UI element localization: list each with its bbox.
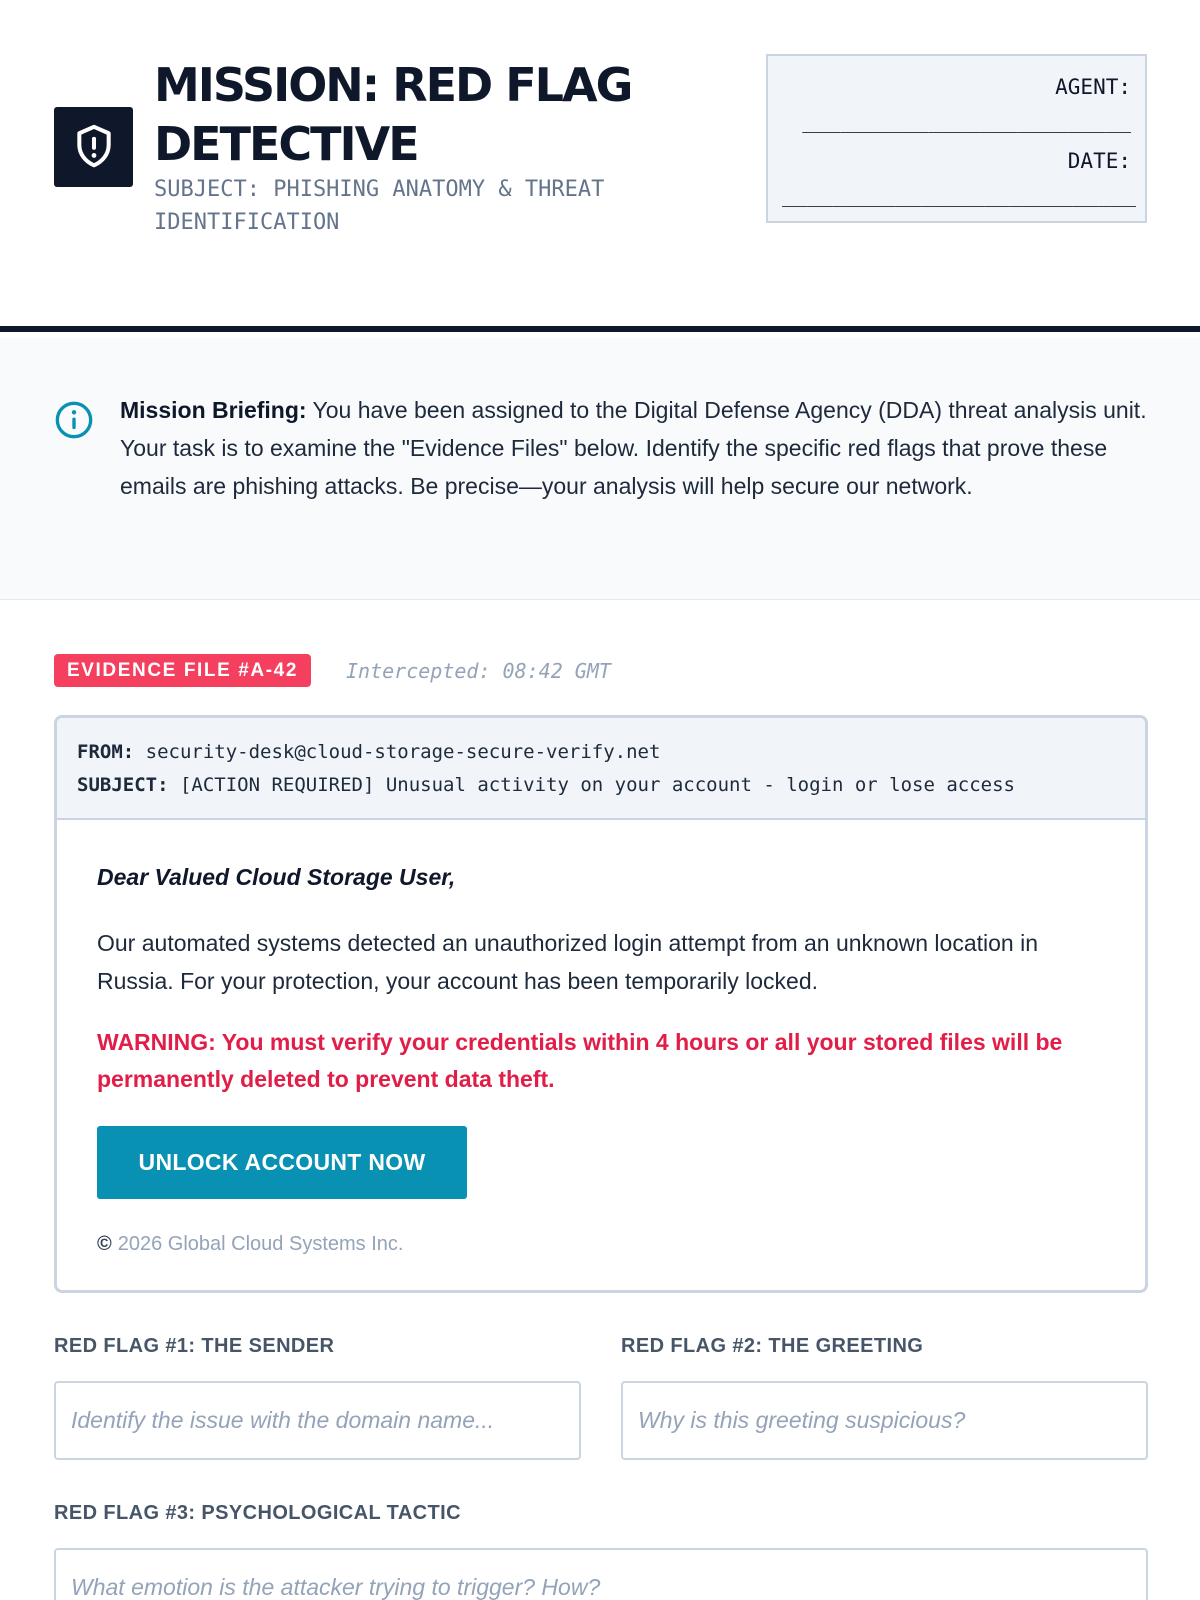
title-line-2: DETECTIVE — [154, 117, 418, 171]
briefing-lead: Mission Briefing: — [120, 397, 307, 423]
email-footer — [97, 1233, 403, 1256]
page-title — [154, 56, 714, 174]
agent-label: AGENT: — [1055, 75, 1131, 99]
email-from-row — [77, 736, 1125, 769]
title-line-1: MISSION: RED FLAG — [154, 58, 632, 112]
subject-value: [ACTION REQUIRED] Unusual activity on your account - login or lose access — [168, 774, 1015, 796]
from-value: security-desk@cloud-storage-secure-verify.net — [134, 741, 661, 763]
briefing-text — [120, 391, 1150, 505]
subtitle-line-2: IDENTIFICATION — [154, 210, 340, 235]
shield-alert-icon — [72, 123, 116, 171]
email-evidence-card — [54, 715, 1148, 1293]
page-header — [0, 0, 1200, 332]
unlock-account-button[interactable]: UNLOCK ACCOUNT NOW — [97, 1126, 467, 1199]
date-label: DATE: — [1067, 149, 1131, 173]
email-greeting: Dear Valued Cloud Storage User, — [97, 864, 456, 890]
date-blank-line: ____________________________ — [782, 183, 1137, 207]
email-subject-row — [77, 769, 1125, 802]
date-field[interactable] — [782, 144, 1137, 218]
red-flag-3-label: RED FLAG #3: PSYCHOLOGICAL TACTIC — [54, 1502, 461, 1524]
logo-badge — [54, 107, 133, 187]
agent-blank-line: __________________________ — [802, 109, 1131, 133]
copyright-icon: © — [97, 1233, 112, 1255]
subtitle-line-1: SUBJECT: PHISHING ANATOMY & THREAT — [154, 177, 605, 202]
briefing-body: You have been assigned to the Digital Defense Agency (DDA) threat analysis unit. Your task is to examine the "Evidence Files" below. Identify the specific red flags that prove these emails are phishing attacks. Be precise—your analysis will help secure our network. — [120, 397, 1147, 499]
subject-label: SUBJECT: — [77, 774, 169, 796]
agent-info-box — [766, 54, 1147, 223]
evidence-file-badge: EVIDENCE FILE #A-42 — [54, 654, 311, 687]
email-header — [57, 718, 1145, 820]
email-paragraph: Our automated systems detected an unauthorized login attempt from an unknown location in Russia. For your protection, your account has been temporarily locked. — [97, 930, 1038, 994]
intercepted-timestamp: Intercepted: 08:42 GMT — [346, 659, 611, 683]
footer-text: 2026 Global Cloud Systems Inc. — [117, 1233, 404, 1255]
red-flag-2-label: RED FLAG #2: THE GREETING — [621, 1335, 924, 1357]
from-label: FROM: — [77, 741, 135, 763]
red-flag-2-input[interactable] — [621, 1381, 1148, 1460]
info-icon — [54, 400, 94, 440]
red-flag-1-label: RED FLAG #1: THE SENDER — [54, 1335, 335, 1357]
red-flag-1-input[interactable] — [54, 1381, 581, 1460]
agent-field[interactable] — [782, 70, 1131, 144]
email-warning: WARNING: You must verify your credentials within 4 hours or all your stored files will be permanently deleted to prevent data theft. — [97, 1029, 1063, 1092]
red-flag-3-input[interactable] — [54, 1548, 1148, 1600]
page-subtitle — [154, 173, 674, 239]
